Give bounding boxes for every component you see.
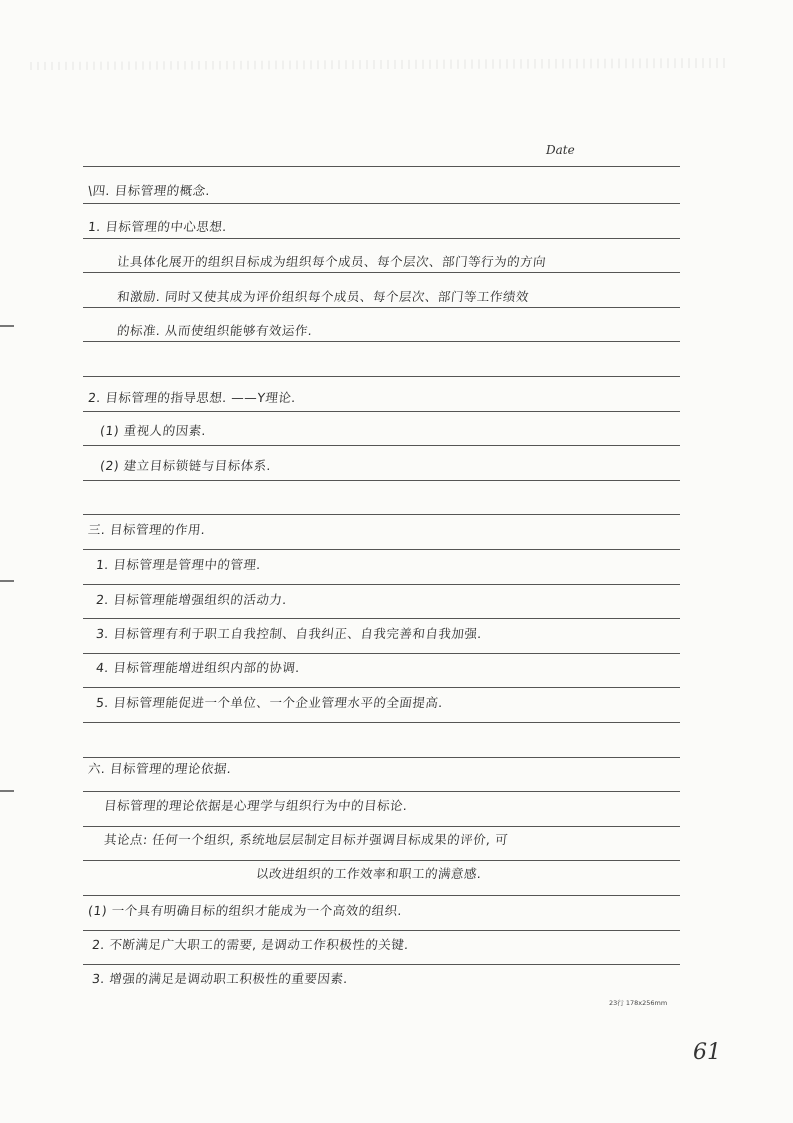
line-1: 1. 目标管理的中心思想. — [87, 219, 228, 234]
ruled-line — [83, 307, 680, 308]
ruled-line — [83, 166, 680, 167]
ruled-line — [83, 895, 680, 896]
line-17: 以改进组织的工作效率和职工的满意感. — [255, 866, 483, 881]
line-3: 和激励. 同时又使其成为评价组织每个成员、每个层次、部门等工作绩效 — [116, 289, 530, 304]
line-15: 目标管理的理论依据是心理学与组织行为中的目标论. — [103, 798, 409, 813]
ruled-line — [83, 514, 680, 515]
ruled-line — [83, 445, 680, 446]
line-5: 2. 目标管理的指导思想. ——Y理论. — [87, 390, 297, 405]
binding-mark — [0, 325, 14, 327]
line-20: 3. 增强的满足是调动职工积极性的重要因素. — [91, 971, 349, 986]
line-6: (1) 重视人的因素. — [99, 423, 207, 438]
line-16: 其论点: 任何一个组织, 系统地层层制定目标并强调目标成果的评价, 可 — [103, 832, 509, 847]
ruled-line — [83, 480, 680, 481]
line-11: 3. 目标管理有利于职工自我控制、自我纠正、自我完善和自我加强. — [95, 626, 483, 641]
page-number: 61 — [693, 1040, 721, 1065]
line-8: 三. 目标管理的作用. — [87, 522, 207, 537]
ruled-line — [83, 341, 680, 342]
binding-mark — [0, 790, 14, 792]
line-14: 六. 目标管理的理论依据. — [87, 761, 233, 776]
ruled-line — [83, 964, 680, 965]
ruled-line — [83, 618, 680, 619]
ruled-line — [83, 203, 680, 204]
line-4: 的标准. 从而使组织能够有效运作. — [116, 323, 314, 338]
scan-noise — [30, 40, 730, 80]
date-label: Date — [546, 143, 575, 157]
notebook-spec: 23行 178x256mm — [609, 999, 668, 1007]
line-18: (1) 一个具有明确目标的组织才能成为一个高效的组织. — [87, 903, 403, 918]
line-0: \四. 目标管理的概念. — [87, 183, 211, 198]
line-9: 1. 目标管理是管理中的管理. — [95, 557, 262, 572]
ruled-line — [83, 584, 680, 585]
ruled-line — [83, 272, 680, 273]
ruled-line — [83, 860, 680, 861]
ruled-line — [83, 930, 680, 931]
ruled-line — [83, 376, 680, 377]
ruled-line — [83, 549, 680, 550]
line-12: 4. 目标管理能增进组织内部的协调. — [95, 660, 301, 675]
ruled-line — [83, 687, 680, 688]
ruled-line — [83, 722, 680, 723]
line-13: 5. 目标管理能促进一个单位、一个企业管理水平的全面提高. — [95, 695, 444, 710]
ruled-line — [83, 653, 680, 654]
line-7: (2) 建立目标锁链与目标体系. — [99, 458, 272, 473]
line-19: 2. 不断满足广大职工的需要, 是调动工作积极性的关键. — [91, 937, 410, 952]
binding-mark — [0, 580, 14, 582]
ruled-line — [83, 411, 680, 412]
line-10: 2. 目标管理能增强组织的活动力. — [95, 592, 288, 607]
line-2: 让具体化展开的组织目标成为组织每个成员、每个层次、部门等行为的方向 — [116, 254, 547, 269]
ruled-line — [83, 791, 680, 792]
ruled-line — [83, 238, 680, 239]
ruled-line — [83, 826, 680, 827]
ruled-line — [83, 757, 680, 758]
